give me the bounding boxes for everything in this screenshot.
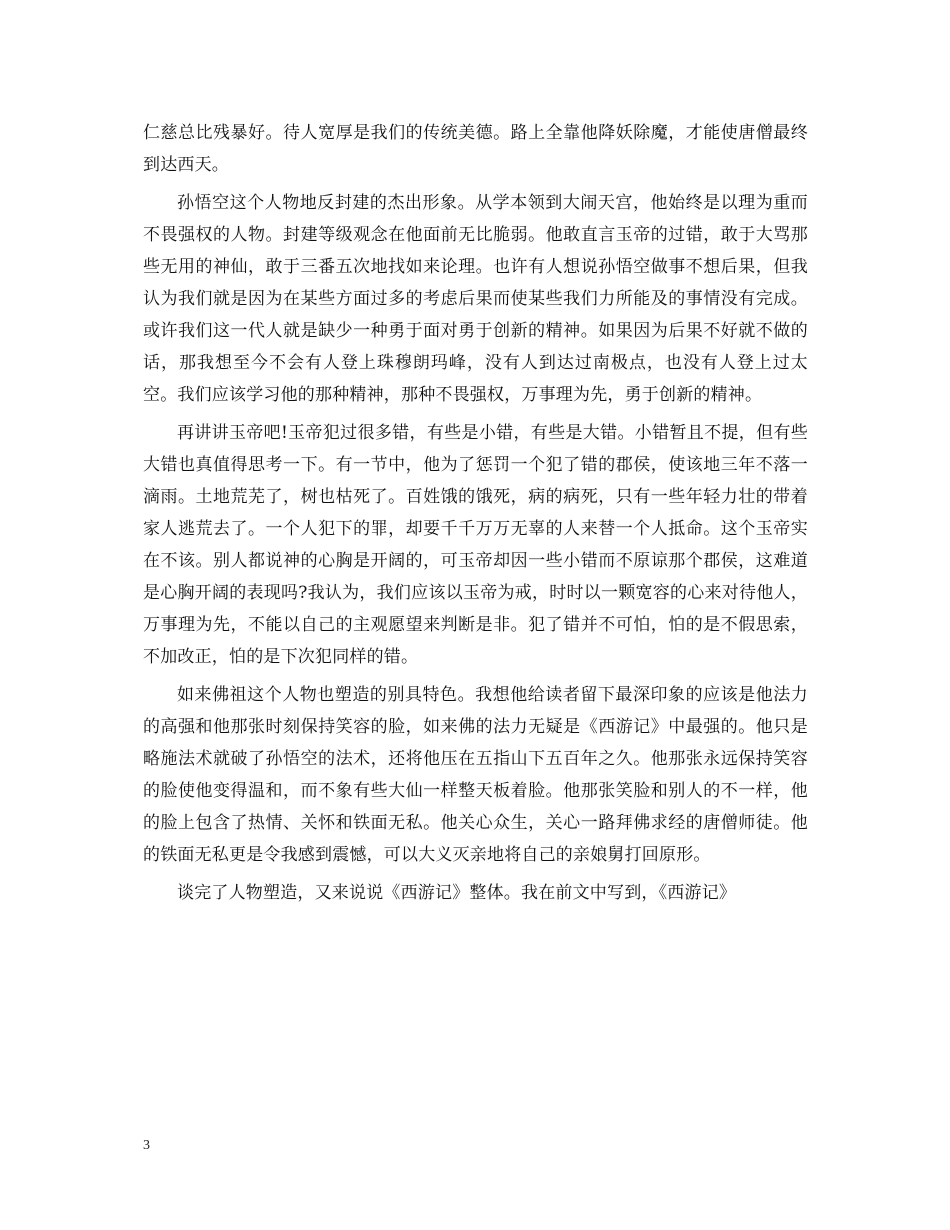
paragraph-jade-emperor: 再讲讲玉帝吧!玉帝犯过很多错，有些是小错，有些是大错。小错暂且不提，但有些大错也真值得思考一下。有一节中，他为了惩罚一个犯了错的郡侯，使该地三年不落一滴雨。土地荒芜了，树也枯死了。百姓饿的饿死，病的病死，只有一些年轻力壮的带着家人逃荒去了。一个人犯下的罪，却要千千万万无辜的人来替一个人抵命。这个玉帝实在不该。别人都说神的心胸是开阔的，可玉帝却因一些小错而不原谅那个郡侯，这难道是心胸开阔的表现吗?我认为，我们应该以玉帝为戒，时时以一颗宽容的心来对待他人，万事理为先，不能以自己的主观愿望来判断是非。犯了错并不可怕，怕的是不假思索，不加改正，怕的是下次犯同样的错。 — [143, 423, 808, 667]
paragraph-overall: 谈完了人物塑造，又来说说《西游记》整体。我在前文中写到，《西游记》 — [177, 883, 737, 903]
document-body — [143, 117, 808, 915]
paragraph-continuation: 仁慈总比残暴好。待人宽厚是我们的传统美德。路上全靠他降妖除魔，才能使唐僧最终到达西天。 — [143, 123, 808, 175]
page-number: 3 — [143, 1138, 150, 1153]
paragraph-tathagata-buddha: 如来佛祖这个人物也塑造的别具特色。我想他给读者留下最深印象的应该是他法力的高强和他那张时刻保持笑容的脸，如来佛的法力无疑是《西游记》中最强的。他只是略施法术就破了孙悟空的法术，还将他压在五指山下五百年之久。他那张永远保持笑容的脸使他变得温和，而不象有些大仙一样整天板着脸。他那张笑脸和别人的不一样，他的脸上包含了热情、关怀和铁面无私。他关心众生，关心一路拜佛求经的唐僧师徒。他的铁面无私更是令我感到震憾，可以大义灭亲地将自己的亲娘舅打回原形。 — [143, 685, 808, 865]
paragraph-sun-wukong: 孙悟空这个人物地反封建的杰出形象。从学本领到大闹天宫，他始终是以理为重而不畏强权的人物。封建等级观念在他面前无比脆弱。他敢直言玉帝的过错，敢于大骂那些无用的神仙，敢于三番五次地找如来论理。也许有人想说孙悟空做事不想后果，但我认为我们就是因为在某些方面过多的考虑后果而使某些我们力所能及的事情没有完成。或许我们这一代人就是缺少一种勇于面对勇于创新的精神。如果因为后果不好就不做的话，那我想至今不会有人登上珠穆朗玛峰，没有人到达过南极点，也没有人登上过太空。我们应该学习他的那种精神，那种不畏强权，万事理为先，勇于创新的精神。 — [143, 193, 808, 405]
